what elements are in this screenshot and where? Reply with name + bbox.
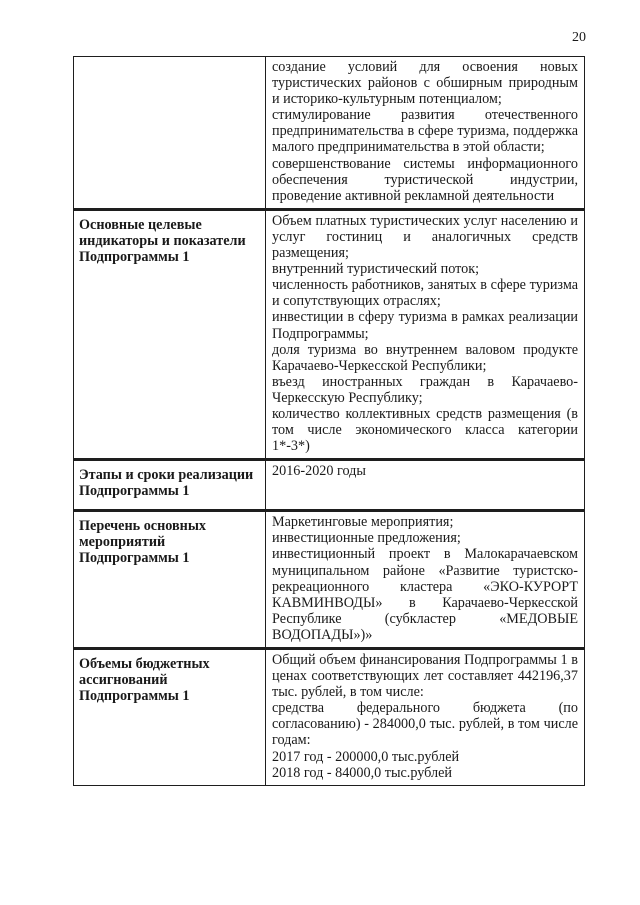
content-line: стимулирование развития отечественного предпринимательства в сфере туризма, поддержка малого предпринимательства в этой области;: [272, 107, 578, 156]
row-label: Объемы бюджетных ассигнований Подпрограммы 1: [74, 649, 266, 786]
row-label: [74, 57, 266, 210]
table-row: [74, 649, 585, 786]
content-line: численность работников, занятых в сфере туризма и сопутствующих отраслях;: [272, 277, 578, 310]
row-label: Основные целевые индикаторы и показатели Подпрограммы 1: [74, 209, 266, 459]
row-label: Перечень основных мероприятий Подпрограммы 1: [74, 511, 266, 649]
row-content: [266, 460, 585, 511]
content-line: Объем платных туристических услуг населению и услуг гостиниц и аналогичных средств размещения;: [272, 212, 578, 262]
page-number: 20: [572, 30, 586, 45]
content-line: въезд иностранных граждан в Карачаево-Черкесскую Республику;: [272, 373, 578, 406]
content-line: 2018 год - 84000,0 тыс.рублей: [272, 764, 452, 781]
content-line: создание условий для освоения новых туристических районов с обширным природным и историко-культурным потенциалом;: [272, 59, 578, 108]
content-line: Общий объем финансирования Подпрограммы 1 в ценах соответствующих лет составляет 442196,37 тыс. рублей, в том числе:: [272, 652, 578, 701]
content-line: Маркетинговые мероприятия;: [272, 514, 454, 531]
content-line: 2017 год - 200000,0 тыс.рублей: [272, 748, 460, 765]
row-content: [266, 511, 585, 649]
row-label: Этапы и сроки реализации Подпрограммы 1: [74, 460, 266, 511]
table-row: [74, 209, 585, 459]
table-row: [74, 460, 585, 511]
content-line: количество коллективных средств размещения (в том числе экономического класса категории 1*-3*): [272, 405, 578, 455]
row-content: [266, 209, 585, 459]
table-row: [74, 57, 585, 210]
content-line: доля туризма во внутреннем валовом продукте Карачаево-Черкесской Республики;: [272, 341, 578, 374]
content-line: инвестиционные предложения;: [272, 530, 461, 547]
row-content: [266, 649, 585, 786]
content-line: инвестиционный проект в Малокарачаевском муниципальном районе «Развитие туристско-рекреационного кластера «ЭКО-КУРОРТ КАВМИНВОДЫ» в Карачаево-Черкесской Республике (субкластер «МЕДОВЫЕ ВОДОПАДЫ»)»: [272, 546, 578, 643]
subprogram-passport-table: [73, 56, 585, 786]
row-content: [266, 57, 585, 210]
content-line: совершенствование системы информационного обеспечения туристической индустрии, проведение активной рекламной деятельности: [272, 155, 578, 204]
content-line: инвестиции в сферу туризма в рамках реализации Подпрограммы;: [272, 309, 578, 342]
content-line: 2016-2020 годы: [272, 463, 366, 480]
content-line: средства федерального бюджета (по согласованию) - 284000,0 тыс. рублей, в том числе годам:: [272, 700, 578, 749]
table-row: [74, 511, 585, 649]
content-line: внутренний туристический поток;: [272, 261, 480, 278]
